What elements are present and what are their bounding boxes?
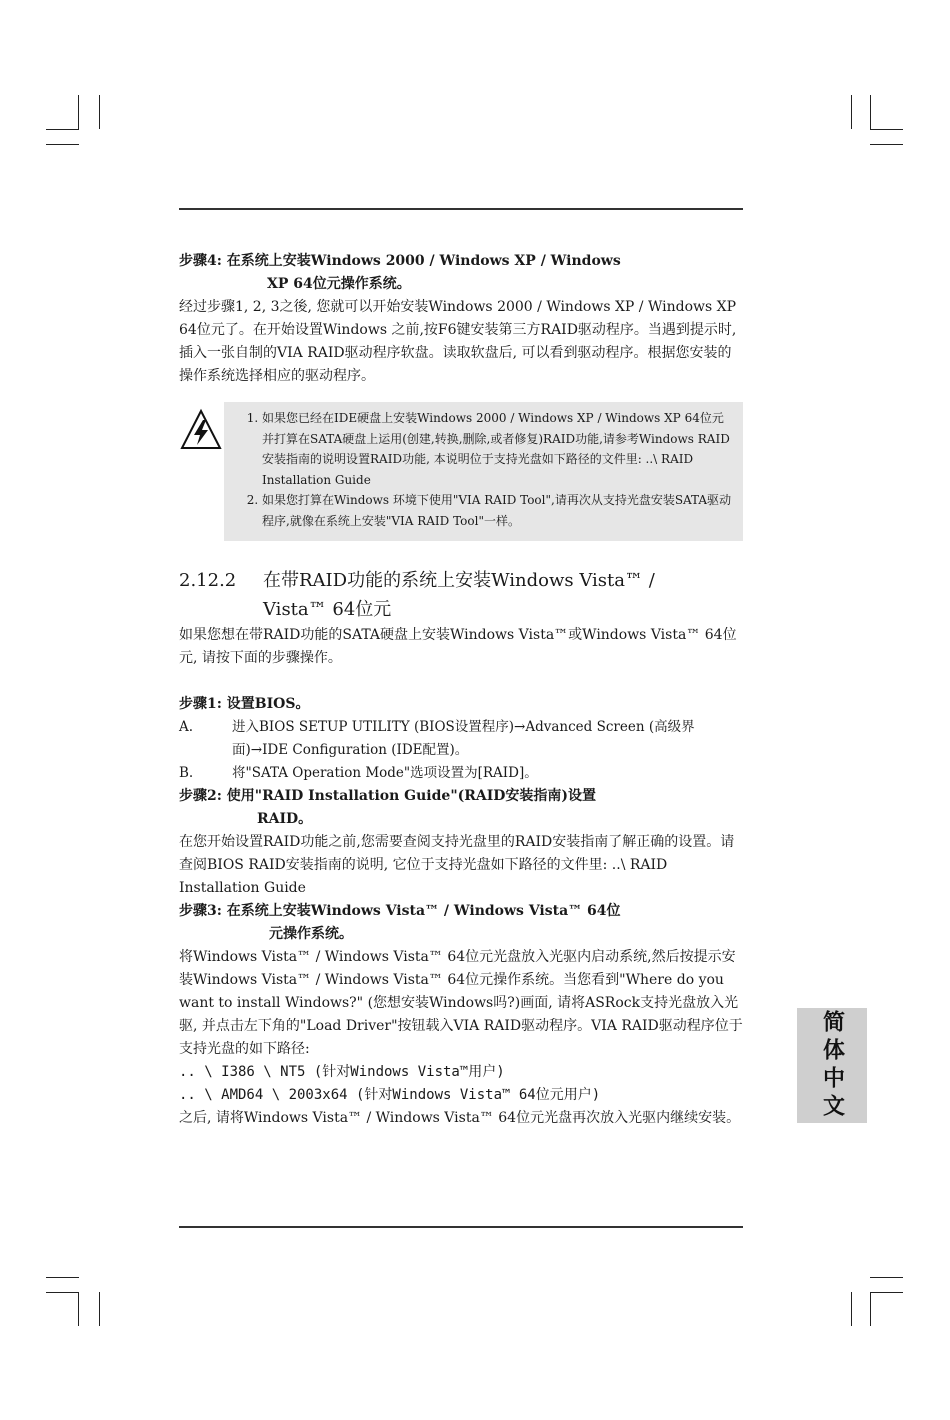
- note-item: 1. 如果您已经在IDE硬盘上安装Windows 2000 / Windows XP / Windows XP 64位元并打算在SATA硬盘上运用(创建,转换,删除,或者修复)RAID功能,请参考Windows RAID安装指南的说明设置RAID功能, 本说明位于支持光盘如下路径的文件里: ..\ RAID Installation Guide: [262, 408, 735, 490]
- crop-mark-top-right-h1: [870, 129, 903, 130]
- language-side-tab: [797, 1008, 867, 1123]
- step2-body: 在您开始设置RAID功能之前,您需要查阅支持光盘里的RAID安装指南了解正确的设置。请查阅BIOS RAID安装指南的说明, 它位于支持光盘如下路径的文件里: ..\ RAID Installation Guide: [179, 834, 735, 896]
- step4-heading-line1: 步骤4: 在系统上安装Windows 2000 / Windows XP / Windows: [179, 253, 621, 269]
- crop-mark-top-right-h2: [870, 144, 903, 145]
- step3-body: 将Windows Vista™ / Windows Vista™ 64位元光盘放入光驱内启动系统,然后按提示安装Windows Vista™ / Windows Vista™ 64位元操作系统。当您看到"Where do you want to install Windows?" (您想安装Windows吗?)画面, 请将ASRock支持光盘放入光驱, 并点击左下角的"Load Driver"按钮载入VIA RAID驱动程序。VIA RAID驱动程序位于支持光盘的如下路径:: [179, 949, 743, 1057]
- spacer: [179, 670, 745, 693]
- crop-mark-bottom-right-h1: [870, 1277, 903, 1278]
- step3-heading: [179, 900, 745, 946]
- page-content: [179, 250, 745, 1130]
- crop-mark-bottom-right-h2: [870, 1292, 903, 1293]
- step4-body: 经过步骤1, 2, 3之後, 您就可以开始安装Windows 2000 / Windows XP / Windows XP 64位元了。在开始设置Windows 之前,按F6键安装第三方RAID驱动程序。当遇到提示时,插入一张自制的VIA RAID驱动程序软盘。读取软盘后, 可以看到驱动程序。根据您安装的操作系统选择相应的驱动程序。: [179, 299, 737, 384]
- closing-text: 之后, 请将Windows Vista™ / Windows Vista™ 64位元光盘再次放入光驱内继续安装。: [179, 1110, 741, 1126]
- language-tab-label: 简体中文: [819, 1009, 845, 1122]
- note-box: [224, 402, 743, 541]
- step2-heading-line2: RAID。: [257, 811, 313, 827]
- step3-heading-line2: 元操作系统。: [269, 926, 353, 942]
- crop-mark-top-left-h2: [46, 144, 79, 145]
- section-title-line2: Vista™ 64位元: [263, 599, 392, 620]
- crop-mark-top-right-v2: [870, 95, 871, 129]
- item-text: 将"SATA Operation Mode"选项设置为[RAID]。: [232, 765, 538, 781]
- caution-note: [179, 402, 745, 552]
- warning-lightning-icon: [179, 408, 223, 452]
- driver-path: .. \ I386 \ NT5 (针对Windows Vista™用户): [179, 1064, 505, 1080]
- step2-heading-line1: 步骤2: 使用"RAID Installation Guide"(RAID安装指南)设置: [179, 788, 597, 804]
- section-heading: [179, 566, 745, 624]
- crop-mark-top-right-v1: [851, 95, 852, 129]
- step2-heading: [179, 785, 745, 831]
- section-intro: 如果您想在带RAID功能的SATA硬盘上安装Windows Vista™或Windows Vista™ 64位元, 请按下面的步骤操作。: [179, 627, 737, 666]
- crop-mark-bottom-left-h1: [46, 1277, 79, 1278]
- section-title-line1: 在带RAID功能的系统上安装Windows Vista™ /: [263, 570, 655, 591]
- top-rule: [179, 208, 743, 210]
- driver-path: .. \ AMD64 \ 2003x64 (针对Windows Vista™ 64位元用户): [179, 1087, 601, 1103]
- crop-mark-bottom-left-v2: [99, 1292, 100, 1326]
- bottom-rule: [179, 1226, 743, 1228]
- crop-mark-top-left-h1: [46, 129, 79, 130]
- crop-mark-bottom-right-v1: [851, 1292, 852, 1326]
- item-label: A.: [179, 719, 194, 735]
- step1-heading: 步骤1: 设置BIOS。: [179, 696, 310, 712]
- step1-item-a: [179, 716, 745, 762]
- crop-mark-top-left-v2: [99, 95, 100, 129]
- crop-mark-top-left-v1: [78, 95, 79, 129]
- step4-heading-line2: XP 64位元操作系统。: [267, 276, 411, 292]
- step4-heading: [179, 250, 745, 296]
- item-label: B.: [179, 765, 194, 781]
- crop-mark-bottom-left-h2: [46, 1292, 79, 1293]
- step3-heading-line1: 步骤3: 在系统上安装Windows Vista™ / Windows Vista™ 64位: [179, 903, 621, 919]
- section-number: 2.12.2: [179, 570, 237, 591]
- note-item: 2. 如果您打算在Windows 环境下使用"VIA RAID Tool",请再次从支持光盘安装SATA驱动程序,就像在系统上安装"VIA RAID Tool"一样。: [262, 490, 735, 531]
- crop-mark-bottom-right-v2: [870, 1292, 871, 1326]
- crop-mark-bottom-left-v1: [78, 1292, 79, 1326]
- step1-item-b: [179, 762, 745, 785]
- item-text: 进入BIOS SETUP UTILITY (BIOS设置程序)→Advanced Screen (高级界面)→IDE Configuration (IDE配置)。: [232, 719, 695, 758]
